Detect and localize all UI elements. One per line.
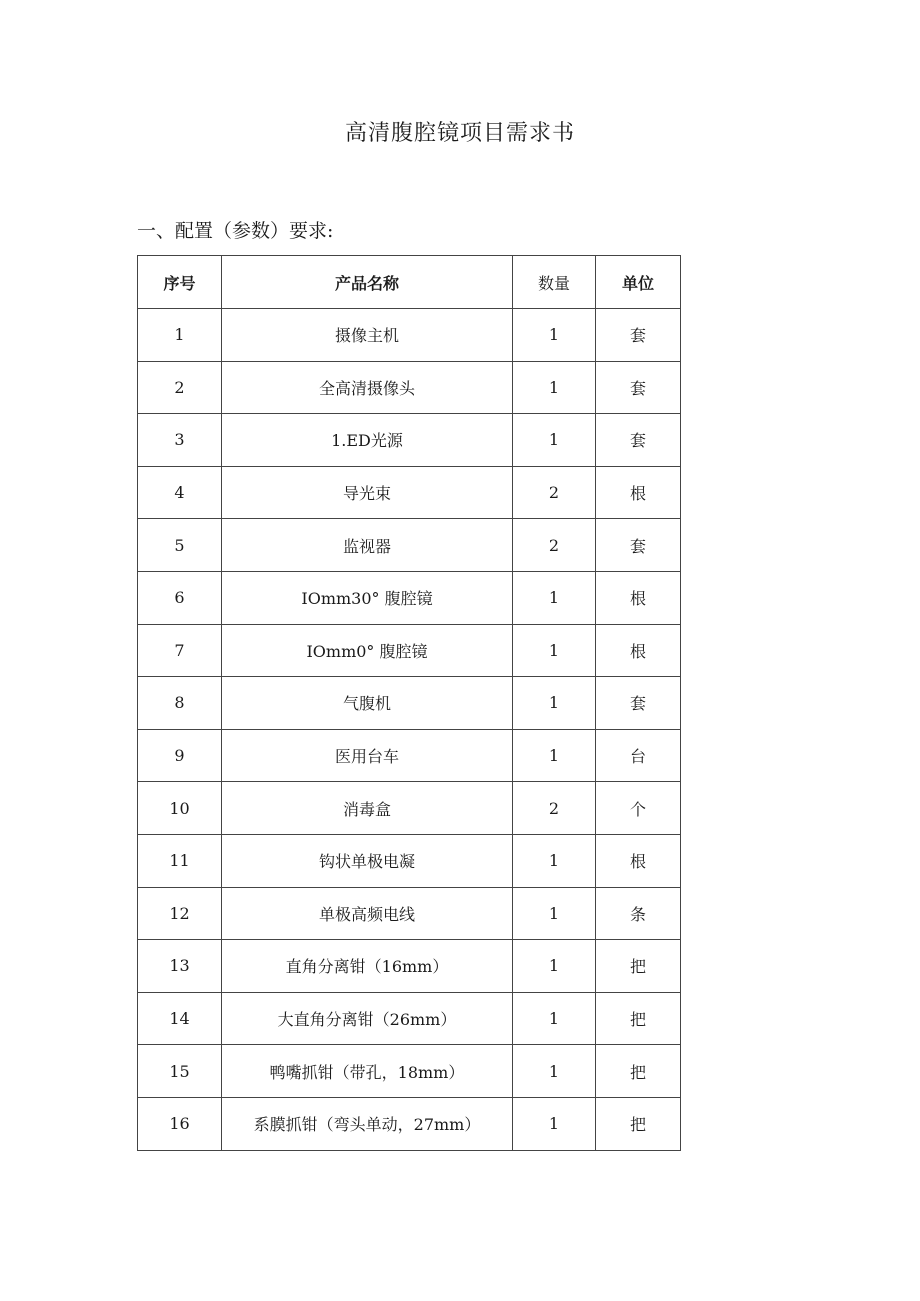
cell-unit: 套: [596, 414, 681, 467]
table-row: [138, 309, 681, 362]
cell-index: 1: [138, 309, 222, 362]
page-title: 高清腹腔镜项目需求书: [344, 121, 575, 146]
cell-index: 12: [138, 887, 222, 940]
table-row: [138, 887, 681, 940]
cell-index: 11: [138, 834, 222, 887]
table-row: [138, 677, 681, 730]
cell-name: 鸭嘴抓钳（带孔，18mm）: [222, 1045, 513, 1098]
cell-unit: 把: [596, 992, 681, 1045]
table-row: [138, 519, 681, 572]
cell-unit: 套: [596, 309, 681, 362]
cell-unit: 根: [596, 834, 681, 887]
cell-quantity: 1: [513, 1097, 596, 1150]
cell-name: 钩状单极电凝: [222, 834, 513, 887]
section-heading: 一、配置（参数）要求:: [137, 220, 334, 242]
cell-name: 直角分离钳（16mm）: [222, 940, 513, 993]
cell-name: 摄像主机: [222, 309, 513, 362]
cell-index: 13: [138, 940, 222, 993]
cell-name: 医用台车: [222, 729, 513, 782]
cell-unit: 套: [596, 677, 681, 730]
cell-unit: 把: [596, 1097, 681, 1150]
cell-index: 6: [138, 571, 222, 624]
cell-unit: 个: [596, 782, 681, 835]
cell-name: 单极高频电线: [222, 887, 513, 940]
cell-unit: 根: [596, 624, 681, 677]
cell-quantity: 2: [513, 466, 596, 519]
table-row: [138, 729, 681, 782]
cell-name: 导光束: [222, 466, 513, 519]
cell-name: 消毒盒: [222, 782, 513, 835]
cell-quantity: 1: [513, 309, 596, 362]
cell-index: 7: [138, 624, 222, 677]
table-row: [138, 782, 681, 835]
cell-quantity: 1: [513, 729, 596, 782]
cell-unit: 把: [596, 1045, 681, 1098]
header-name: 产品名称: [222, 256, 513, 309]
cell-quantity: 1: [513, 361, 596, 414]
cell-quantity: 2: [513, 782, 596, 835]
cell-name: IOmm30° 腹腔镜: [222, 571, 513, 624]
table-header-row: [138, 256, 681, 309]
cell-name: 监视器: [222, 519, 513, 572]
cell-unit: 把: [596, 940, 681, 993]
header-quantity: 数量: [513, 256, 596, 309]
cell-name: 全高清摄像头: [222, 361, 513, 414]
cell-quantity: 2: [513, 519, 596, 572]
requirements-table: [137, 255, 681, 1151]
cell-index: 15: [138, 1045, 222, 1098]
cell-quantity: 1: [513, 414, 596, 467]
cell-quantity: 1: [513, 571, 596, 624]
cell-quantity: 1: [513, 992, 596, 1045]
cell-quantity: 1: [513, 677, 596, 730]
table-row: [138, 940, 681, 993]
cell-quantity: 1: [513, 887, 596, 940]
table-row: [138, 361, 681, 414]
cell-name: IOmm0° 腹腔镜: [222, 624, 513, 677]
cell-index: 8: [138, 677, 222, 730]
cell-name: 气腹机: [222, 677, 513, 730]
cell-unit: 台: [596, 729, 681, 782]
table-row: [138, 624, 681, 677]
cell-quantity: 1: [513, 624, 596, 677]
cell-name: 1.ED光源: [222, 414, 513, 467]
cell-index: 14: [138, 992, 222, 1045]
cell-name: 系膜抓钳（弯头单动，27mm）: [222, 1097, 513, 1150]
table-row: [138, 466, 681, 519]
cell-unit: 套: [596, 519, 681, 572]
cell-index: 3: [138, 414, 222, 467]
table-row: [138, 414, 681, 467]
cell-unit: 根: [596, 466, 681, 519]
table-row: [138, 1097, 681, 1150]
cell-unit: 条: [596, 887, 681, 940]
header-index: 序号: [138, 256, 222, 309]
table-row: [138, 992, 681, 1045]
cell-index: 4: [138, 466, 222, 519]
table-row: [138, 571, 681, 624]
cell-index: 9: [138, 729, 222, 782]
cell-quantity: 1: [513, 1045, 596, 1098]
header-unit: 单位: [596, 256, 681, 309]
cell-quantity: 1: [513, 940, 596, 993]
table-row: [138, 1045, 681, 1098]
cell-quantity: 1: [513, 834, 596, 887]
cell-index: 2: [138, 361, 222, 414]
cell-index: 5: [138, 519, 222, 572]
table-row: [138, 834, 681, 887]
cell-unit: 根: [596, 571, 681, 624]
cell-unit: 套: [596, 361, 681, 414]
cell-index: 16: [138, 1097, 222, 1150]
cell-index: 10: [138, 782, 222, 835]
cell-name: 大直角分离钳（26mm）: [222, 992, 513, 1045]
